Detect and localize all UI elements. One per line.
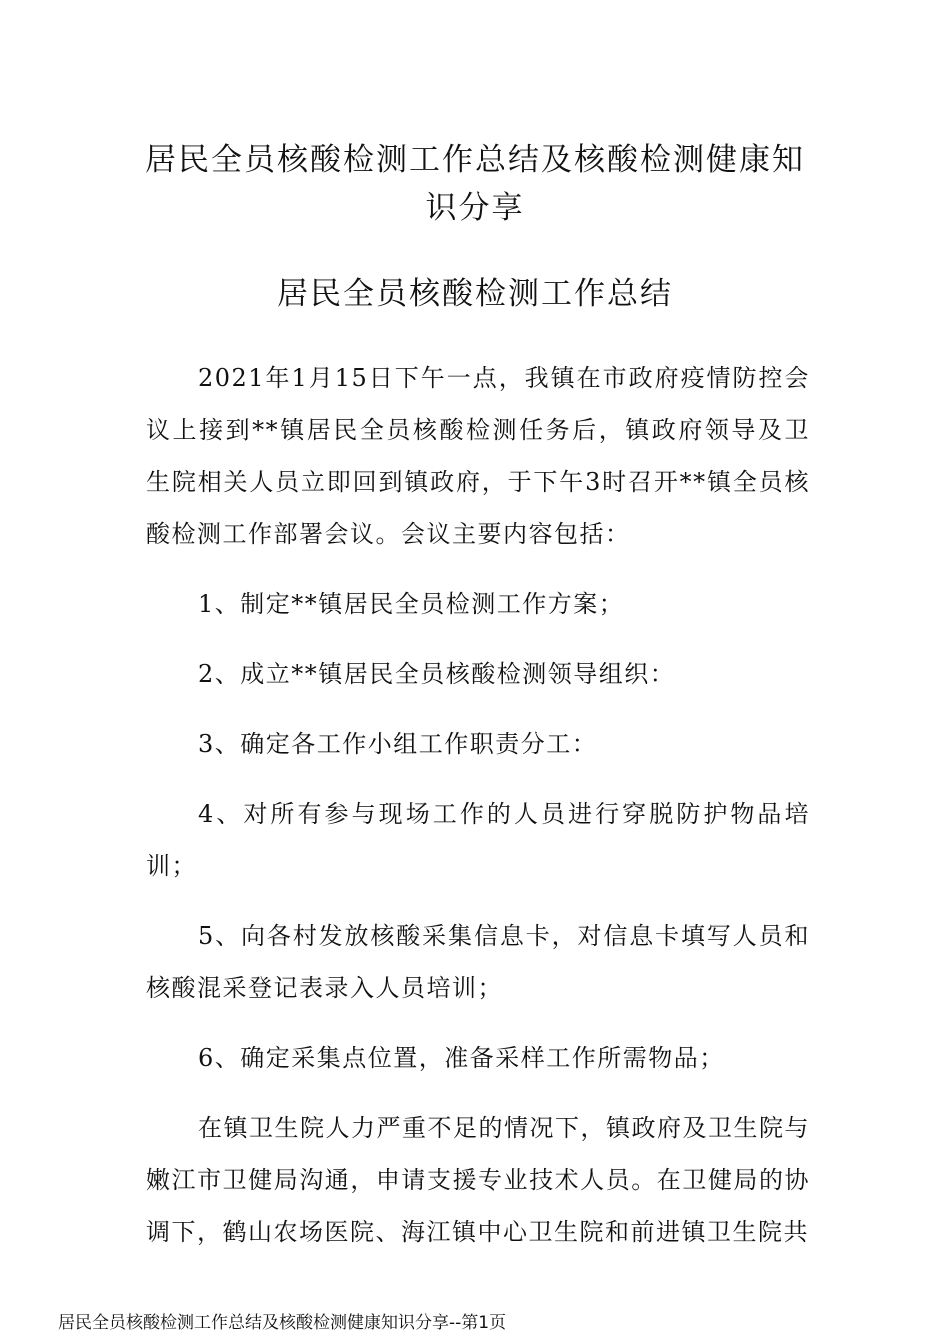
list-item-3: 3、确定各工作小组工作职责分工： bbox=[198, 730, 598, 758]
paragraph-intro: 2021年1月15日下午一点，我镇在市政府疫情防控会议上接到**镇居民全员核酸检测任务后，镇政府领导及卫生院相关人员立即回到镇政府，于下午3时召开**镇全员核酸检测工作部署会议。会议主要内容包括： bbox=[146, 364, 810, 548]
document-title: 居民全员核酸检测工作总结及核酸检测健康知识分享 bbox=[145, 142, 805, 226]
document-body bbox=[146, 352, 810, 1258]
list-item-2: 2、成立**镇居民全员核酸检测领导组织： bbox=[198, 660, 676, 688]
section-title: 居民全员核酸检测工作总结 bbox=[277, 276, 673, 312]
list-item-4: 4、对所有参与现场工作的人员进行穿脱防护物品培训； bbox=[146, 800, 810, 880]
list-item-6: 6、确定采集点位置，准备采样工作所需物品； bbox=[198, 1044, 725, 1072]
list-item-5: 5、向各村发放核酸采集信息卡，对信息卡填写人员和核酸混采登记表录入人员培训； bbox=[146, 922, 810, 1002]
page-footer: 居民全员核酸检测工作总结及核酸检测健康知识分享--第1页 bbox=[58, 1313, 507, 1333]
paragraph-support: 在镇卫生院人力严重不足的情况下，镇政府及卫生院与嫩江市卫健局沟通，申请支援专业技术人员。在卫健局的协调下，鹤山农场医院、海江镇中心卫生院和前进镇卫生院共 bbox=[146, 1114, 810, 1246]
list-item-1: 1、制定**镇居民全员检测工作方案； bbox=[198, 590, 625, 618]
